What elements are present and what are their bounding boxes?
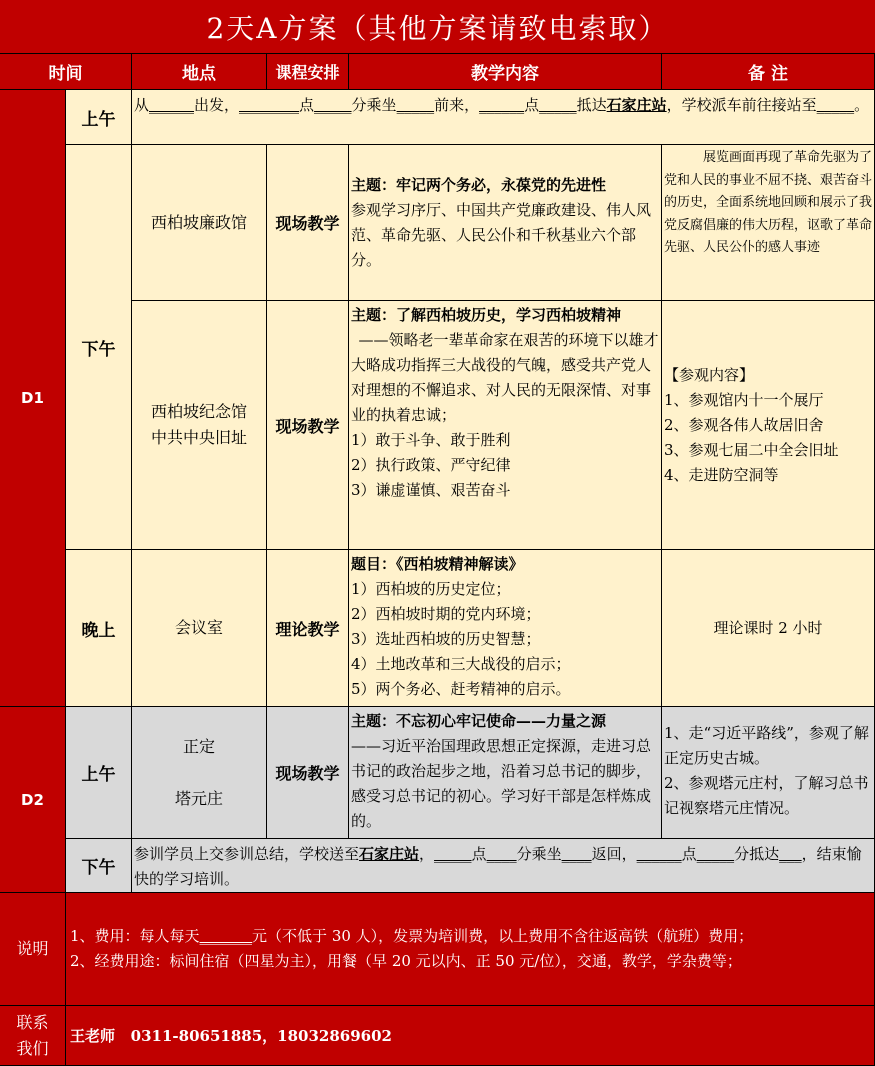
header-note: 备 注 — [662, 54, 875, 90]
place-lianzheng-hall: 西柏坡廉政馆 — [132, 145, 267, 301]
note-lianzheng-hall: 展览画面再现了革命先驱为了党和人民的事业不屈不挠、艰苦奋斗的历史，全面系统地回顾和展示了我党反腐倡廉的伟大历程，讴歌了革命先驱、人民公仆的感人事迹 — [662, 145, 875, 301]
method-site-teaching-3: 现场教学 — [267, 707, 349, 839]
method-site-teaching-1: 现场教学 — [267, 145, 349, 301]
note-zhengding: 1、走“习近平路线”，参观了解正定历史古城。 2、参观塔元庄村，了解习总书记视察塔元庄情况。 — [662, 707, 875, 839]
notes-label: 说明 — [0, 893, 66, 1006]
contact-label: 联系 我们 — [0, 1006, 66, 1066]
contact-info: 王老师 0311-80651885，18032869602 — [66, 1006, 875, 1066]
notes-text: 1、费用：每人每天_______元（不低于 30 人），发票为培训费，以上费用不含往返高铁（航班）费用； 2、经费用途：标间住宿（四星为主），用餐（早 20 元以内、正 50 元/位），交通，教学，学杂费等； — [66, 893, 875, 1006]
place-zhengding-tayuanzhuang: 正定 塔元庄 — [132, 707, 267, 839]
method-theory-teaching: 理论教学 — [267, 550, 349, 707]
period-d1-evening: 晚上 — [66, 550, 132, 707]
d1-morning-arrival-text: 从______出发，________点_____分乘坐_____前来，______点_____抵达石家庄站，学校派车前往接站至_____。 — [132, 90, 875, 145]
content-xibaipo-spirit-lecture: 题目：《西柏坡精神解读》 1）西柏坡的历史定位； 2）西柏坡时期的党内环境； 3）选址西柏坡的历史智慧； 4）土地改革和三大战役的启示； 5）两个务必、赶考精神的启示。 — [349, 550, 662, 707]
period-d1-morning: 上午 — [66, 90, 132, 145]
station-name: 石家庄站 — [606, 96, 667, 114]
header-content: 教学内容 — [349, 54, 662, 90]
station-name-return: 石家庄站 — [359, 845, 420, 863]
day-label-d2: D2 — [0, 707, 66, 893]
header-time: 时间 — [0, 54, 132, 90]
header-place: 地点 — [132, 54, 267, 90]
content-xibaipo-memorial: 主题：了解西柏坡历史，学习西柏坡精神 ——领略老一辈革命家在艰苦的环境下以雄才大略成功指挥三大战役的气魄，感受共产党人对理想的不懈追求、对人民的无限深情、对事业的执着忠诚； 1）敢于斗争、敢于胜利 2）执行政策、严守纪律 3）谦虚谨慎、艰苦奋斗 — [349, 301, 662, 550]
method-site-teaching-2: 现场教学 — [267, 301, 349, 550]
content-lianzheng-hall: 主题：牢记两个务必，永葆党的先进性 参观学习序厅、中国共产党廉政建设、伟人风范、革命先驱、人民公仆和千秋基业六个部分。 — [349, 145, 662, 301]
note-xibaipo-memorial: 【参观内容】 1、参观馆内十一个展厅 2、参观各伟人故居旧舍 3、参观七届二中全会旧址 4、走进防空洞等 — [662, 301, 875, 550]
note-theory-hours: 理论课时 2 小时 — [662, 550, 875, 707]
content-zhengding: 主题：不忘初心牢记使命——力量之源 ——习近平治国理政思想正定探源，走进习总书记的政治起步之地，沿着习总书记的脚步，感受习总书记的初心。学习好干部是怎样炼成的。 — [349, 707, 662, 839]
day-label-d1: D1 — [0, 90, 66, 707]
place-xibaipo-memorial: 西柏坡纪念馆 中共中央旧址 — [132, 301, 267, 550]
period-d1-afternoon: 下午 — [66, 145, 132, 550]
d2-afternoon-departure-text: 参训学员上交参训总结，学校送至石家庄站，_____点____分乘坐____返回，______点_____分抵达___，结束愉快的学习培训。 — [132, 839, 875, 893]
page-title: 2天A方案（其他方案请致电索取） — [0, 0, 875, 54]
header-arrangement: 课程安排 — [267, 54, 349, 90]
period-d2-morning: 上午 — [66, 707, 132, 839]
place-meeting-room: 会议室 — [132, 550, 267, 707]
period-d2-afternoon: 下午 — [66, 839, 132, 893]
